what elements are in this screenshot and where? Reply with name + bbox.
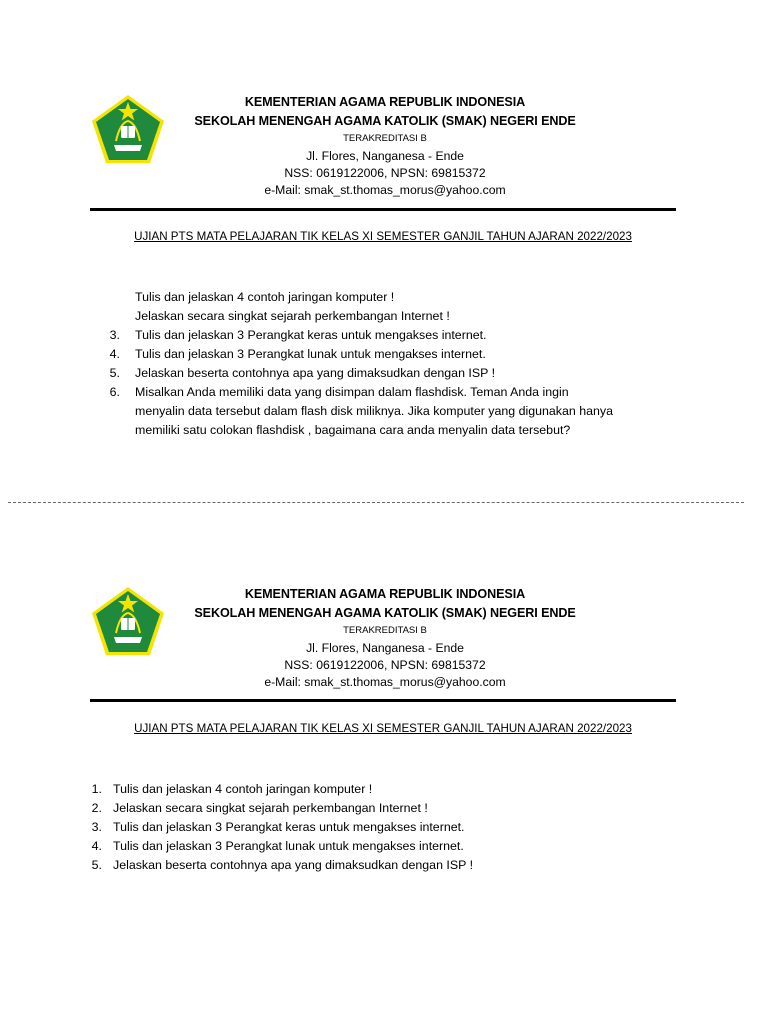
- question-text-continued: menyalin data tersebut dalam flash disk miliknya. Jika komputer yang digunakan hanya: [135, 404, 613, 418]
- accreditation-label: TERAKREDITASI B: [343, 625, 427, 636]
- exam-title: UJIAN PTS MATA PELAJARAN TIK KELAS XI SEMESTER GANJIL TAHUN AJARAN 2022/2023: [134, 722, 632, 735]
- question-text: Jelaskan secara singkat sejarah perkembangan Internet !: [113, 801, 428, 815]
- org-title-line2: SEKOLAH MENENGAH AGAMA KATOLIK (SMAK) NEGERI ENDE: [194, 606, 576, 620]
- accreditation-label: TERAKREDITASI B: [343, 133, 427, 144]
- cut-line-divider: [8, 502, 744, 503]
- kemenag-emblem-icon: [90, 93, 166, 165]
- question-number: 6.: [109, 385, 120, 399]
- question-number: 2.: [91, 801, 102, 815]
- question-number: 3.: [109, 328, 120, 342]
- question-number: 5.: [91, 858, 102, 872]
- org-title-line2: SEKOLAH MENENGAH AGAMA KATOLIK (SMAK) NEGERI ENDE: [194, 114, 576, 128]
- question-text: Jelaskan beserta contohnya apa yang dimaksudkan dengan ISP !: [135, 366, 496, 380]
- nss-line: NSS: 0619122006, NPSN: 69815372: [284, 166, 486, 180]
- question-text: Tulis dan jelaskan 3 Perangkat keras untuk mengakses internet.: [113, 820, 465, 834]
- question-text: Tulis dan jelaskan 3 Perangkat lunak untuk mengakses internet.: [113, 839, 464, 853]
- email-line: e-Mail: smak_st.thomas_morus@yahoo.com: [264, 183, 506, 197]
- header-divider: [90, 699, 676, 702]
- question-text: Jelaskan beserta contohnya apa yang dimaksudkan dengan ISP !: [113, 858, 474, 872]
- address-line: Jl. Flores, Nanganesa - Ende: [306, 149, 464, 163]
- question-number: 4.: [91, 839, 102, 853]
- address-line: Jl. Flores, Nanganesa - Ende: [306, 641, 464, 655]
- org-title-line1: KEMENTERIAN AGAMA REPUBLIK INDONESIA: [244, 95, 526, 109]
- kemenag-emblem-icon: [90, 585, 166, 657]
- email-line: e-Mail: smak_st.thomas_morus@yahoo.com: [264, 675, 506, 689]
- header-divider: [90, 208, 676, 211]
- question-text: Tulis dan jelaskan 4 contoh jaringan komputer !: [135, 290, 395, 304]
- question-number: 3.: [91, 820, 102, 834]
- question-text: Tulis dan jelaskan 4 contoh jaringan komputer !: [113, 782, 373, 796]
- nss-line: NSS: 0619122006, NPSN: 69815372: [284, 658, 486, 672]
- question-text: Tulis dan jelaskan 3 Perangkat keras untuk mengakses internet.: [135, 328, 487, 342]
- question-number: 4.: [109, 347, 120, 361]
- question-text: Misalkan Anda memiliki data yang disimpan dalam flashdisk. Teman Anda ingin: [135, 385, 569, 399]
- question-text: Jelaskan secara singkat sejarah perkembangan Internet !: [135, 309, 450, 323]
- exam-title: UJIAN PTS MATA PELAJARAN TIK KELAS XI SEMESTER GANJIL TAHUN AJARAN 2022/2023: [134, 230, 632, 243]
- question-text: Tulis dan jelaskan 3 Perangkat lunak untuk mengakses internet.: [135, 347, 486, 361]
- org-title-line1: KEMENTERIAN AGAMA REPUBLIK INDONESIA: [244, 587, 526, 601]
- question-number: 1.: [91, 782, 102, 796]
- question-number: 5.: [109, 366, 120, 380]
- question-text-continued: memiliki satu colokan flashdisk , bagaimana cara anda menyalin data tersebut?: [135, 423, 571, 437]
